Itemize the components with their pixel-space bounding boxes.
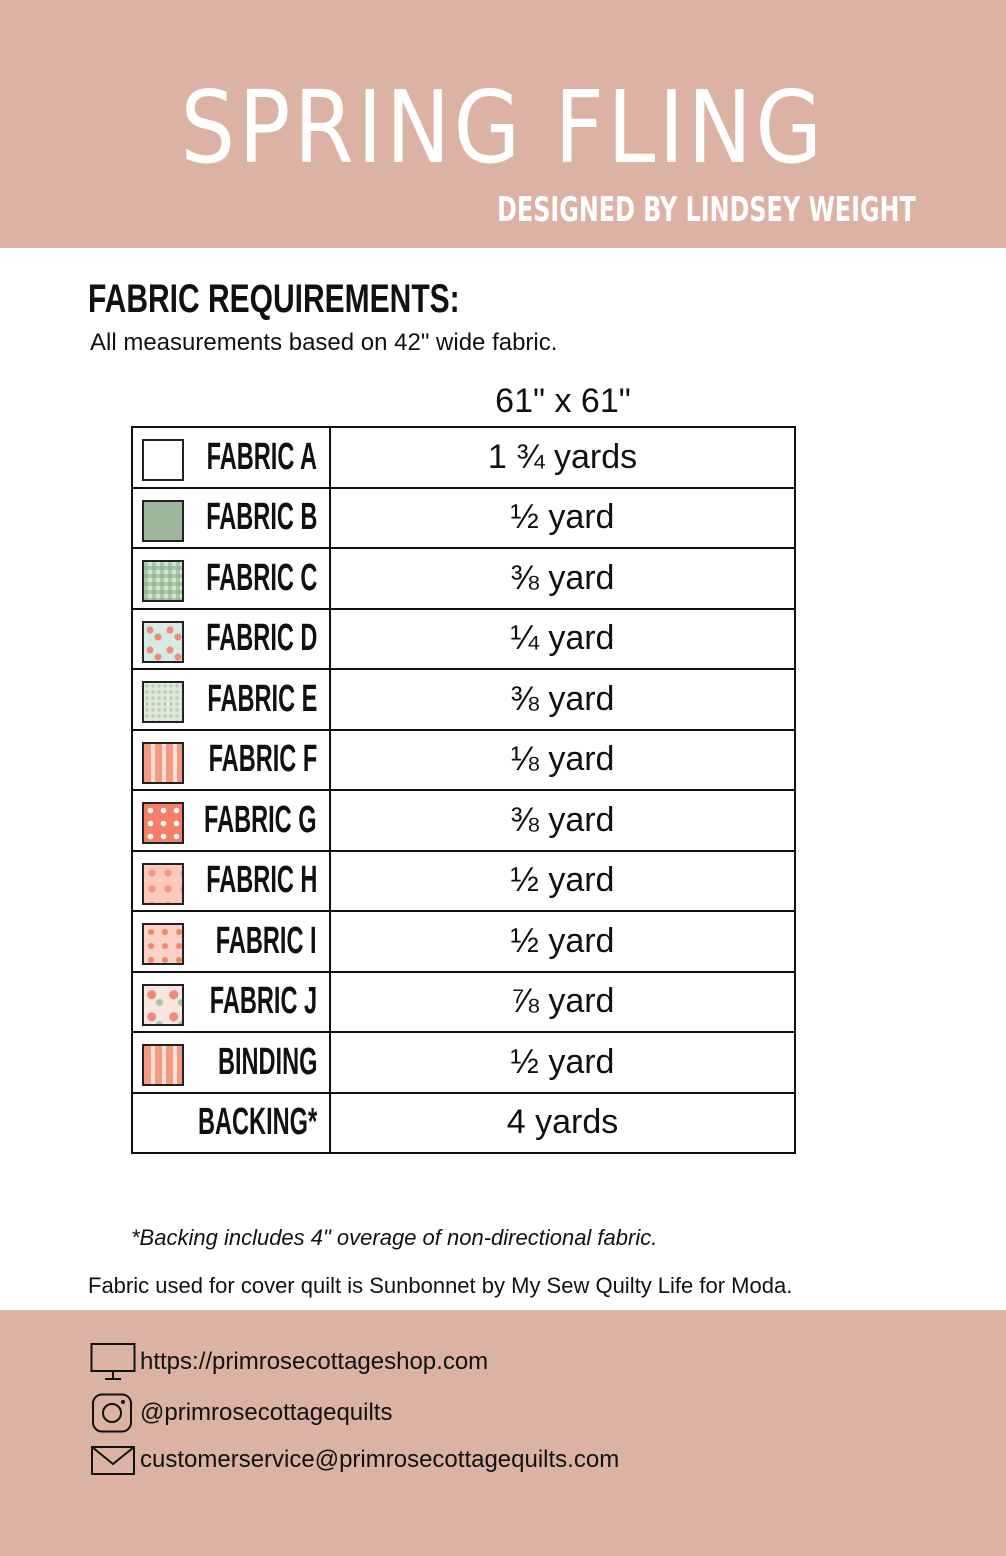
fabric-amount: ½ yard: [330, 851, 795, 912]
email-link[interactable]: customerservice@primrosecottagequilts.com: [140, 1446, 620, 1473]
fabric-name-cell: [132, 548, 330, 609]
fabric-name-cell: [132, 669, 330, 730]
fabric-name-cell: [132, 427, 330, 488]
fabric-name: BINDING: [217, 1040, 317, 1083]
fabric-amount: 4 yards: [330, 1093, 795, 1154]
fabric-name-cell: [132, 488, 330, 549]
table-row: [132, 427, 795, 488]
table-row: [132, 790, 795, 851]
fabric-name: FABRIC F: [208, 738, 317, 781]
fabric-amount: 1 ¾ yards: [330, 427, 795, 488]
fabric-amount: ⅜ yard: [330, 548, 795, 609]
table-row: [132, 911, 795, 972]
backing-footnote: *Backing includes 4" overage of non-directional fabric.: [131, 1225, 658, 1250]
fabric-requirements-table: [131, 426, 796, 1154]
table-row: [132, 1032, 795, 1093]
fabric-name-cell: [132, 1032, 330, 1093]
fabric-name: FABRIC A: [206, 435, 317, 478]
fabric-amount: ½ yard: [330, 911, 795, 972]
fabric-name-cell: [132, 730, 330, 791]
fabric-swatch-binding: [142, 1044, 184, 1086]
instagram-contact[interactable]: [90, 1393, 392, 1433]
fabric-name: FABRIC D: [205, 617, 317, 660]
fabric-swatch-c: [142, 560, 184, 602]
fabric-name-cell: [132, 911, 330, 972]
table-row: [132, 548, 795, 609]
fabric-name: FABRIC G: [204, 798, 317, 841]
website-link[interactable]: https://primrosecottageshop.com: [140, 1348, 489, 1375]
fabric-amount: ⅛ yard: [330, 730, 795, 791]
fabric-name: FABRIC J: [209, 980, 317, 1023]
fabric-name-cell: [132, 1093, 330, 1154]
email-contact[interactable]: [90, 1440, 619, 1480]
fabric-amount: ½ yard: [330, 488, 795, 549]
measurement-note: All measurements based on 42" wide fabric.: [90, 329, 558, 356]
header-banner: [0, 0, 1006, 248]
fabric-swatch-e: [142, 681, 184, 723]
monitor-icon: [90, 1342, 136, 1382]
fabric-name: FABRIC C: [205, 556, 317, 599]
fabric-swatch-h: [142, 863, 184, 905]
table-row: [132, 730, 795, 791]
quilt-size: 61" x 61": [495, 382, 631, 420]
fabric-name-cell: [132, 790, 330, 851]
fabric-swatch-d: [142, 621, 184, 663]
requirements-heading: FABRIC REQUIREMENTS:: [88, 277, 460, 321]
envelope-icon: [90, 1440, 136, 1480]
table-row: [132, 609, 795, 670]
fabric-amount: ⅜ yard: [330, 669, 795, 730]
fabric-swatch-g: [142, 802, 184, 844]
fabric-swatch-b: [142, 500, 184, 542]
table-row: [132, 972, 795, 1033]
fabric-swatch-i: [142, 923, 184, 965]
table-row: [132, 669, 795, 730]
fabric-amount: ⅜ yard: [330, 790, 795, 851]
fabric-name: BACKING*: [197, 1101, 317, 1144]
footer-banner: [0, 1310, 1006, 1556]
fabric-name: FABRIC E: [207, 677, 317, 720]
fabric-name-cell: [132, 851, 330, 912]
fabric-swatch-j: [142, 984, 184, 1026]
website-contact[interactable]: [90, 1342, 488, 1382]
fabric-amount: ½ yard: [330, 1032, 795, 1093]
fabric-amount: ¼ yard: [330, 609, 795, 670]
instagram-handle[interactable]: @primrosecottagequilts: [140, 1399, 393, 1426]
fabric-name-cell: [132, 972, 330, 1033]
table-row: [132, 851, 795, 912]
fabric-swatch-f: [142, 742, 184, 784]
cover-fabric-note: Fabric used for cover quilt is Sunbonnet by My Sew Quilty Life for Moda.: [88, 1273, 793, 1298]
fabric-name-cell: [132, 609, 330, 670]
fabric-name: FABRIC H: [205, 859, 317, 902]
fabric-amount: ⅞ yard: [330, 972, 795, 1033]
designer-credit: DESIGNED BY LINDSEY WEIGHT: [497, 190, 916, 230]
fabric-swatch-a: [142, 439, 184, 481]
pattern-title: SPRING FLING: [180, 69, 826, 186]
fabric-name: FABRIC B: [205, 496, 317, 539]
table-row: [132, 488, 795, 549]
instagram-icon: [90, 1393, 136, 1433]
fabric-name: FABRIC I: [216, 919, 317, 962]
table-row: [132, 1093, 795, 1154]
